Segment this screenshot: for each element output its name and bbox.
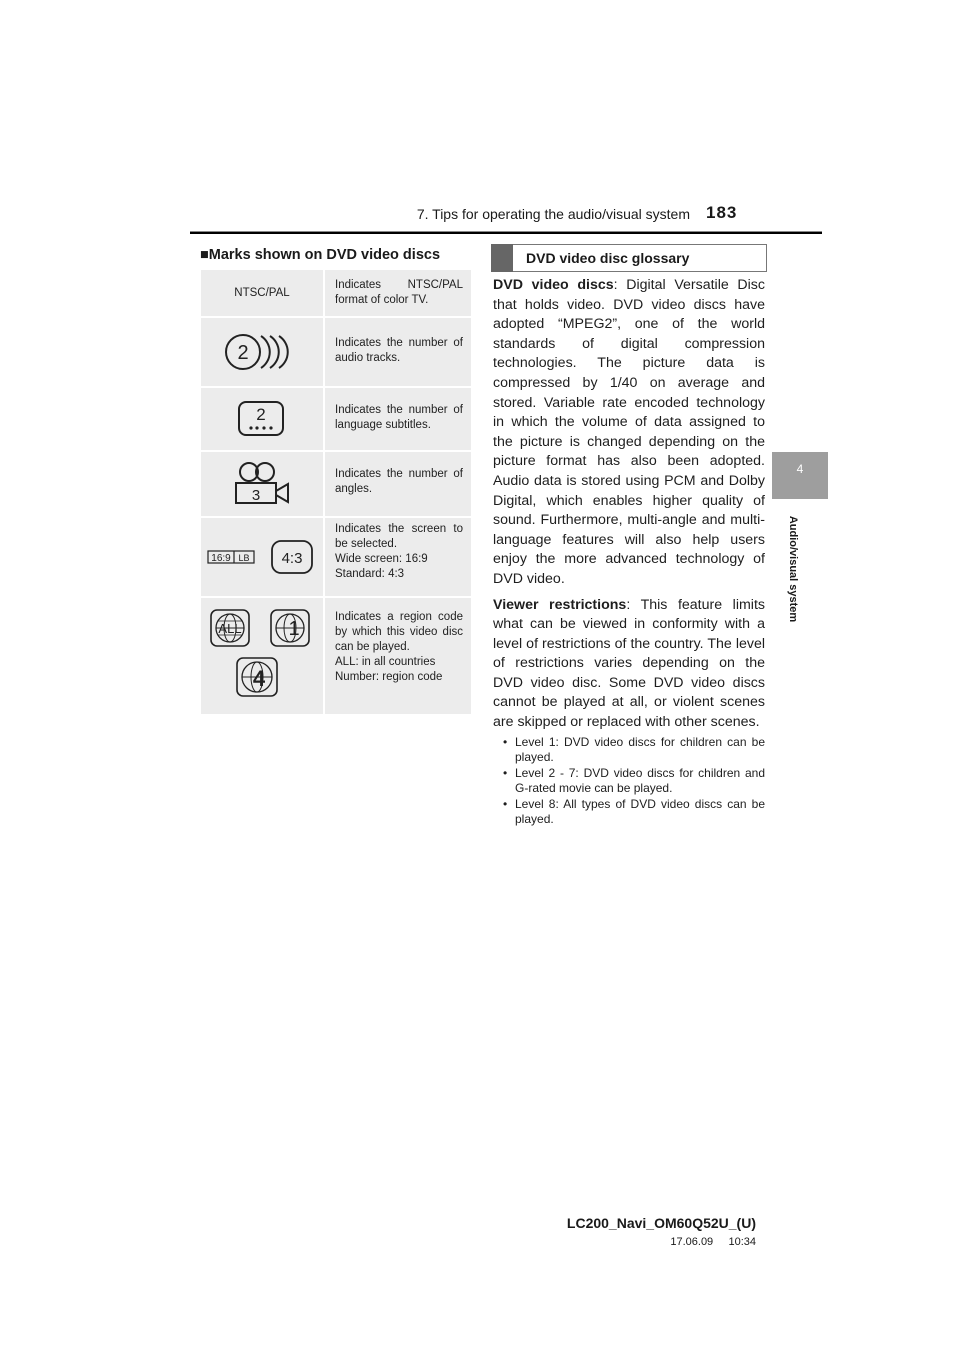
marks-cell-left (201, 452, 325, 516)
page-number: 183 (706, 203, 738, 222)
marks-row (201, 270, 471, 318)
glossary-title: DVD video disc glossary (526, 250, 690, 266)
screen-format-icon (206, 537, 318, 577)
list-item: • Level 1: DVD video discs for children can be played. (503, 734, 765, 765)
level-text: Level 2 - 7: DVD video discs for children and G-rated movie can be played. (515, 765, 765, 796)
list-item: • Level 2 - 7: DVD video discs for children and G-rated movie can be played. (503, 765, 765, 796)
glossary-heading-marker (491, 244, 513, 272)
list-item: • Level 8: All types of DVD video discs can be played. (503, 796, 765, 827)
section-title: 7. Tips for operating the audio/visual system (416, 206, 690, 222)
region-code-icon (209, 608, 315, 704)
region-4-label: 4 (252, 666, 266, 691)
marks-table (201, 270, 471, 716)
marks-description-line: Number: region code (335, 671, 443, 683)
footer-date-time: 17.06.09 10:34 (670, 1236, 756, 1248)
globe-icon-4 (237, 658, 277, 696)
glossary-body (493, 276, 765, 828)
marks-row (201, 598, 471, 716)
marks-description: Indicates the number of audio tracks. (335, 337, 463, 364)
marks-cell-left (201, 598, 325, 714)
globe-icon-all (211, 610, 249, 646)
chapter-tab-number: 4 (796, 462, 804, 476)
globe-icon-1 (271, 610, 309, 646)
marks-description: Indicates the number of language subtitles. (335, 404, 463, 431)
subtitles-count: 2 (256, 405, 266, 424)
marks-description-line: Wide screen: 16:9 (335, 553, 428, 565)
region-1-label: 1 (288, 618, 300, 640)
marks-row (201, 388, 471, 452)
dvd-definition (493, 276, 765, 590)
angles-icon (232, 461, 292, 507)
angles-count: 3 (251, 487, 261, 504)
chapter-tab-label (786, 505, 800, 645)
marks-heading: ■Marks shown on DVD video discs (200, 247, 441, 263)
marks-description: Indicates NTSC/PAL format of color TV. (335, 279, 463, 306)
standard-screen-label: 4:3 (281, 550, 303, 567)
restriction-levels (493, 735, 765, 828)
header-rule-bold (190, 232, 822, 234)
ntsc-pal-label: NTSC/PAL (234, 287, 290, 299)
dvd-term: DVD video discs (493, 277, 614, 293)
marks-description-line: Standard: 4:3 (335, 568, 405, 580)
wide-screen-label: 16:9 (211, 553, 231, 564)
marks-cell-left (201, 318, 325, 386)
level-text: Level 1: DVD video discs for children can be played. (515, 734, 765, 765)
marks-description-line: Indicates the screen to be selected. (335, 523, 463, 550)
marks-description: Indicates the number of angles. (335, 468, 463, 495)
viewer-text: : This feature limits what can be viewed in conformity with a level of restrictions of the country. The level of restrictions varies depending on the DVD video disc. Some DVD video discs cannot be played at all, or violent scenes are skipped or replaced with other scenes. (493, 596, 765, 731)
level-text: Level 8: All types of DVD video discs can be played. (515, 796, 765, 827)
letterbox-label: LB (238, 553, 250, 563)
marks-cell-left (201, 388, 325, 450)
marks-row (201, 518, 471, 598)
region-all-label: ALL (218, 621, 242, 636)
subtitles-icon (237, 399, 287, 439)
chapter-tab-label-text: Audio/visual system (787, 515, 799, 623)
viewer-definition (493, 596, 765, 733)
viewer-term: Viewer restrictions (493, 596, 627, 613)
marks-row (201, 452, 471, 518)
marks-description-line: Indicates a region code by which this video disc can be played. (335, 611, 463, 653)
marks-description (325, 598, 471, 714)
marks-description (325, 518, 471, 596)
audio-tracks-count: 2 (237, 342, 249, 364)
marks-cell-left (201, 270, 325, 316)
marks-description-line: ALL: in all countries (335, 656, 436, 668)
marks-row (201, 318, 471, 388)
footer-model-code: LC200_Navi_OM60Q52U_(U) (566, 1215, 756, 1231)
marks-cell-left (201, 518, 325, 596)
dvd-text: : Digital Versatile Disc that holds video. DVD video discs have adopted “MPEG2”, one of the world standards of digital compression technologies. The picture data is compressed by 1/40 on average and stored. Variable rate encoded technology in which the volume of data assigned to the picture is changed depending on the picture format has also been adopted. Audio data is stored using PCM and Dolby Digital, which enables higher quality of sound. Furthermore, multi-angle and multi-language features will also help users enjoy the more advanced technology of DVD video. (493, 277, 765, 587)
audio-tracks-icon (225, 330, 299, 374)
